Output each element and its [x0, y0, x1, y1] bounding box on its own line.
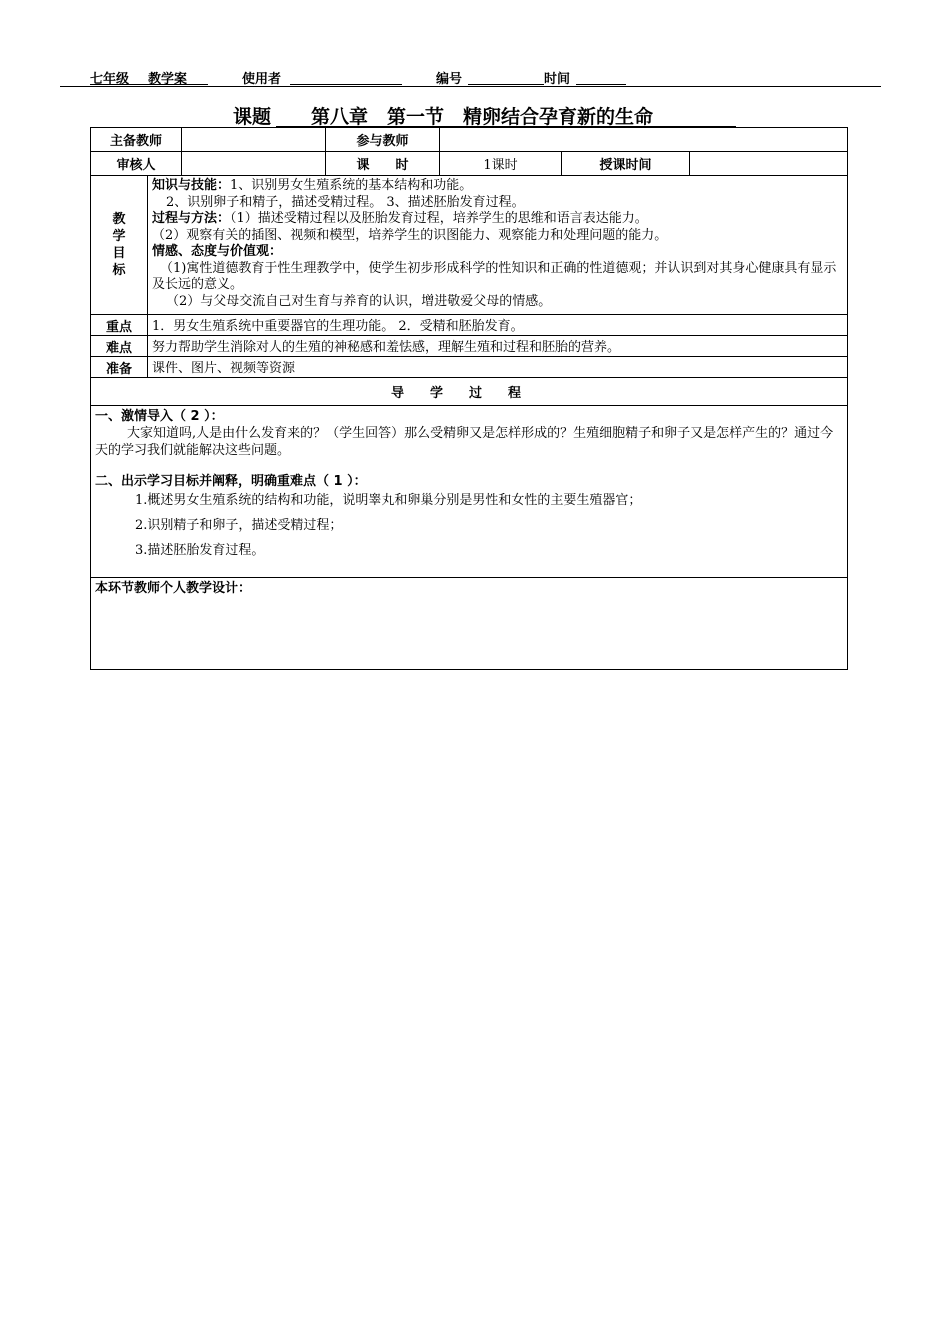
key-points-text: 1．男女生殖系统中重要器官的生理功能。 2．受精和胚胎发育。 [148, 315, 848, 336]
time-label: 时间 [544, 72, 571, 87]
preparation-label: 准备 [91, 357, 148, 378]
goal-item: 3.描述胚胎发育过程。 [135, 543, 265, 558]
knowledge-item: 1、识别男女生殖系统的基本结构和功能。 [230, 178, 473, 193]
difficulties-label: 难点 [91, 336, 148, 357]
reviewer-field[interactable] [182, 152, 326, 176]
date-label: 授课时间 [562, 152, 690, 176]
emotion-label: 情感、态度与价值观： [152, 244, 283, 259]
time-field[interactable] [576, 84, 626, 85]
date-field[interactable] [690, 152, 848, 176]
participants-label: 参与教师 [326, 128, 440, 152]
document-header [60, 64, 880, 88]
section-intro-title: 一、激情导入（ 2 ）： [95, 409, 224, 424]
goal-item: 1.概述男女生殖系统的结构和功能，说明睾丸和卵巢分别是男性和女性的主要生殖器官； [135, 493, 642, 508]
process-item: （2）观察有关的插图、视频和模型，培养学生的识图能力、观察能力和处理问题的能力。 [152, 227, 668, 243]
main-teacher-field[interactable] [182, 128, 326, 152]
user-label: 使用者 [242, 72, 282, 87]
lesson-plan-table [90, 127, 848, 670]
teacher-design-label: 本环节教师个人教学设计： [95, 581, 252, 596]
knowledge-label: 知识与技能： [152, 178, 231, 193]
objectives-content [148, 176, 848, 315]
process-label: 过程与方法： [152, 211, 231, 226]
difficulties-text: 努力帮助学生消除对人的生殖的神秘感和羞怯感，理解生殖和过程和胚胎的营养。 [148, 336, 848, 357]
doc-type-label: 教学案 [148, 72, 188, 87]
grade-label: 七年级 [90, 72, 130, 87]
hours-value: 1课时 [440, 152, 562, 176]
header-rule [60, 86, 881, 87]
title-text: 第八章 第一节 精卵结合孕育新的生命 [311, 106, 654, 128]
hours-label: 课 时 [326, 152, 440, 176]
emotion-item: （2）与父母交流自己对生育与养育的认识，增进敬爱父母的情感。 [166, 293, 552, 309]
preparation-text: 课件、图片、视频等资源 [148, 357, 848, 378]
teacher-design-area[interactable] [91, 578, 848, 670]
knowledge-item: 2、识别卵子和精子，描述受精过程。 3、描述胚胎发育过程。 [166, 194, 525, 210]
process-item: （1）描述受精过程以及胚胎发育过程，培养学生的思维和语言表达能力。 [230, 211, 648, 226]
number-field[interactable] [468, 84, 544, 85]
lesson-title [233, 102, 653, 129]
objectives-label: 教学目标 [91, 176, 148, 315]
reviewer-label: 审核人 [91, 152, 182, 176]
section-intro-text: 大家知道吗,人是由什么发育来的？（学生回答）那么受精卵又是怎样形成的？生殖细胞精子和卵子又是怎样产生的？通过今天的学习我们就能解决这些问题。 [95, 426, 834, 458]
section-goals-title: 二、出示学习目标并阐释，明确重难点（ 1 ）： [95, 474, 367, 489]
title-prefix: 课题 [233, 106, 272, 128]
goal-item: 2.识别精子和卵子，描述受精过程； [135, 518, 343, 533]
main-teacher-label: 主备教师 [91, 128, 182, 152]
user-field[interactable] [290, 84, 402, 85]
participants-field[interactable] [440, 128, 848, 152]
key-points-label: 重点 [91, 315, 148, 336]
emotion-item: （1)寓性道德教育于性生理教学中，使学生初步形成科学的性知识和正确的性道德观；并认识到对其身心健康具有显示及长远的意义。 [152, 260, 837, 292]
process-title: 导学过程 [91, 378, 848, 406]
number-label: 编号 [436, 72, 463, 87]
process-content [91, 406, 848, 578]
